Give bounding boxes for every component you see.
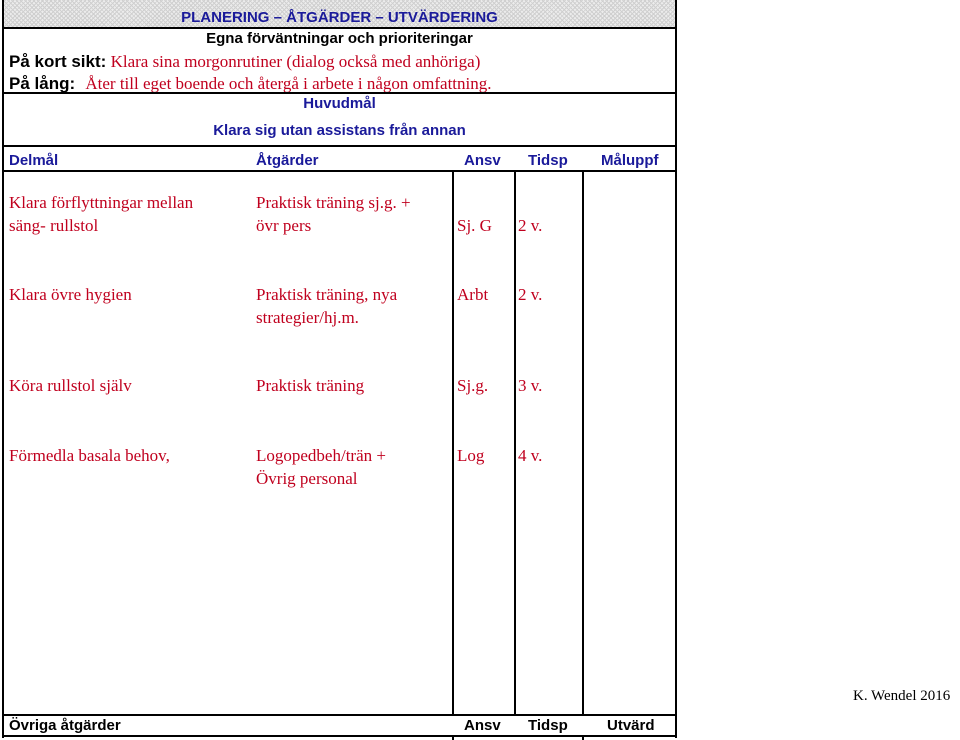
col-header-ansv: Ansv <box>464 152 501 169</box>
row-ansv: Log <box>457 446 485 465</box>
row-delmal: Förmedla basala behov, <box>9 446 170 465</box>
column-line <box>582 172 584 715</box>
footer-col-ovriga: Övriga åtgärder <box>9 717 121 734</box>
row-atgarder: strategier/hj.m. <box>256 308 359 327</box>
footer-col-ansv: Ansv <box>464 717 501 734</box>
divider <box>4 92 675 94</box>
row-tidsp: 2 v. <box>518 216 543 235</box>
divider <box>4 145 675 147</box>
row-delmal: säng- rullstol <box>9 216 99 235</box>
row-tidsp: 4 v. <box>518 446 543 465</box>
col-header-maluppf: Måluppf <box>601 152 659 169</box>
column-line <box>514 172 516 715</box>
long-term-text: Åter till eget boende och återgå i arbete i någon omfattning. <box>85 74 492 93</box>
row-atgarder: Praktisk träning, nya <box>256 285 398 304</box>
main-goal-label: Huvudmål <box>303 95 376 112</box>
row-tidsp: 2 v. <box>518 285 543 304</box>
row-atgarder: Praktisk träning sj.g. + <box>256 193 411 212</box>
row-ansv: Sj. G <box>457 216 492 235</box>
row-atgarder: Praktisk träning <box>256 376 365 395</box>
short-term-text: Klara sina morgonrutiner (dialog också med anhöriga) <box>110 52 481 71</box>
footer-col-utvard: Utvärd <box>607 717 655 734</box>
row-tidsp: 3 v. <box>518 376 543 395</box>
divider <box>4 735 675 737</box>
divider <box>4 170 675 172</box>
author-credit: K. Wendel 2016 <box>853 688 951 704</box>
footer-col-tidsp: Tidsp <box>528 717 568 734</box>
row-ansv: Arbt <box>457 285 489 304</box>
long-term-row <box>9 74 492 94</box>
long-term-label: På lång: <box>9 74 76 93</box>
row-atgarder: Övrig personal <box>256 469 358 488</box>
short-term-label: På kort sikt: <box>9 52 107 71</box>
row-delmal: Köra rullstol själv <box>9 376 132 395</box>
row-delmal: Klara övre hygien <box>9 285 132 304</box>
col-header-atgarder: Åtgärder <box>256 152 319 169</box>
row-ansv: Sj.g. <box>457 376 489 395</box>
form-subtitle: Egna förväntningar och prioriteringar <box>206 30 473 47</box>
row-atgarder: övr pers <box>256 216 312 235</box>
column-line <box>452 172 454 715</box>
divider <box>4 714 675 716</box>
short-term-row <box>9 52 480 72</box>
col-header-delmal: Delmål <box>9 152 59 169</box>
divider <box>4 27 675 29</box>
form-title: PLANERING – ÅTGÄRDER – UTVÄRDERING <box>181 9 498 26</box>
main-goal-text: Klara sig utan assistans från annan <box>213 122 466 139</box>
row-atgarder: Logopedbeh/trän + <box>256 446 386 465</box>
row-delmal: Klara förflyttningar mellan <box>9 193 194 212</box>
col-header-tidsp: Tidsp <box>528 152 568 169</box>
planning-form <box>2 0 677 738</box>
